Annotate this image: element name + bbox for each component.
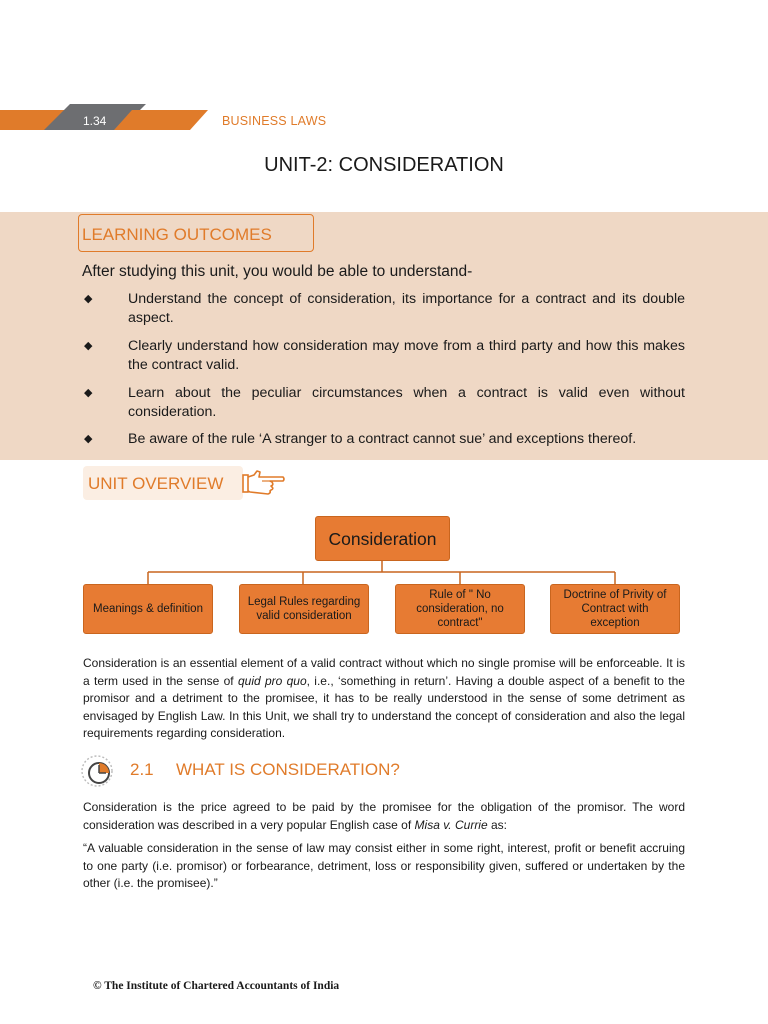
diagram-node-legal-rules: Legal Rules regarding valid consideration <box>239 584 369 634</box>
unit-overview-title: UNIT OVERVIEW <box>88 474 224 493</box>
section-number: 2.1 <box>130 760 154 779</box>
diagram-root-node: Consideration <box>315 516 450 561</box>
diamond-bullet-icon: ◆ <box>84 293 93 305</box>
header-band <box>0 104 768 134</box>
diamond-bullet-icon: ◆ <box>84 340 93 352</box>
learning-outcome-text: Clearly understand how consideration may move from a third party and how this makes the contract valid. <box>128 338 685 373</box>
diagram-node-no-consideration: Rule of " No consideration, no contract" <box>395 584 525 634</box>
pointing-hand-icon <box>242 468 286 498</box>
footer-copyright: © The Institute of Chartered Accountants of India <box>93 980 340 992</box>
page-number: 1.34 <box>83 114 107 128</box>
learning-outcome-text: Understand the concept of consideration, its importance for a contract and its double aspect. <box>128 291 685 326</box>
latin-term: quid pro quo <box>237 673 307 688</box>
unit-title: UNIT-2: CONSIDERATION <box>264 154 504 176</box>
learning-outcome-text: Be aware of the rule ‘A stranger to a contract cannot sue’ and exceptions thereof. <box>128 431 637 447</box>
diamond-bullet-icon: ◆ <box>84 433 93 445</box>
learning-outcomes-intro: After studying this unit, you would be able to understand- <box>82 263 473 280</box>
book-title: BUSINESS LAWS <box>222 114 327 128</box>
intro-paragraph: Consideration is an essential element of a valid contract without which no single promise will be enforceable. It is a term used in the sense of quid pro quo, i.e., ‘something in return’. Having a double aspect of a benefit to the promisor and a detriment to the promisee, it has to be really understood in the sense of some detriment as envisaged by English Law. In this Unit, we shall try to understand the concept of consideration and also the legal requirements regarding consideration. <box>83 656 685 740</box>
quote-paragraph: “A valuable consideration in the sense of law may consist either in some right, interest, profit or benefit accruing to one party (i.e. promisor) or forbearance, detriment, loss or responsibility given, suffered or undertaken by the other (i.e. the promisee).” <box>83 841 685 890</box>
section-title: WHAT IS CONSIDERATION? <box>176 760 400 779</box>
diamond-bullet-icon: ◆ <box>84 387 93 399</box>
case-name: Misa v. Currie <box>414 817 488 832</box>
clock-icon <box>80 754 114 788</box>
definition-paragraph: Consideration is the price agreed to be paid by the promisee for the obligation of the promisor. The word consideration was described in a very popular English case of Misa v. Currie as: <box>83 800 685 832</box>
diagram-node-privity: Doctrine of Privity of Contract with exception <box>550 584 680 634</box>
learning-outcome-text: Learn about the peculiar circumstances when a contract is valid even without consideration. <box>128 385 685 420</box>
diagram-node-meaning: Meanings & definition <box>83 584 213 634</box>
learning-outcomes-title: LEARNING OUTCOMES <box>82 225 272 244</box>
